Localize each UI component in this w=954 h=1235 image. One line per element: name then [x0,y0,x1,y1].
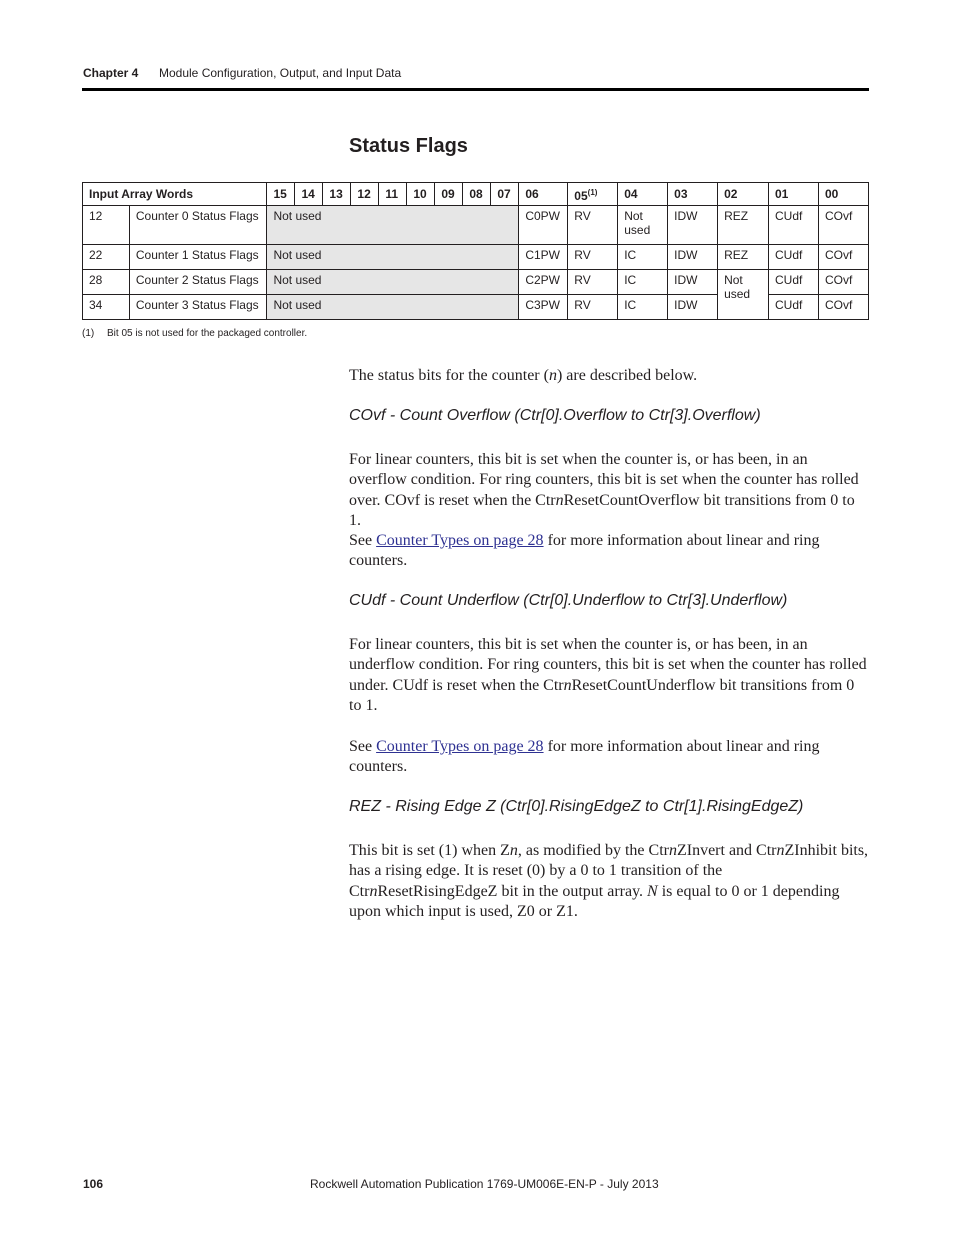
rez-heading: REZ - Rising Edge Z (Ctr[0].RisingEdgeZ to Ctr[1].RisingEdgeZ) [349,798,804,815]
publication-info: Rockwell Automation Publication 1769-UM006E-EN-P - July 2013 [310,1177,659,1191]
bit00-cell: COvf [818,206,868,245]
bit02-cell: REZ [718,206,769,245]
bit00-cell: COvf [818,295,868,320]
bit01-cell: CUdf [769,295,819,320]
table-row [83,270,869,295]
bit05-cell: RV [568,245,618,270]
bit04-cell: IC [618,295,668,320]
word-cell: 12 [83,206,130,245]
header-bit: 15 [267,183,295,206]
bit03-cell: IDW [668,295,718,320]
footnote-number: (1) [82,328,95,339]
name-cell: Counter 3 Status Flags [129,295,267,320]
cudf-paragraph: For linear counters, this bit is set when the counter is, or has been, in an underflow condition. For ring counters, this bit is set when the counter has rolled under. CUdf is reset when the CtrnResetCountUnderflow bit transitions from 0 to 1. [349,636,867,715]
cudf-heading: CUdf - Count Underflow (Ctr[0].Underflow to Ctr[3].Underflow) [349,592,788,609]
page-number: 106 [83,1177,104,1191]
running-header [83,66,402,80]
bit04-cell: Not used [618,206,668,245]
header-bit: 01 [769,183,819,206]
variable-n: n [548,367,557,384]
counter-types-link[interactable]: Counter Types on page 28 [376,738,544,755]
bit01-cell: CUdf [769,206,819,245]
not-used-cell: Not used [267,270,519,295]
header-input-array-words: Input Array Words [83,183,267,206]
header-bit: 10 [407,183,435,206]
header-bit: 09 [435,183,463,206]
bit05-cell: RV [568,206,618,245]
header-bit: 07 [491,183,519,206]
bit06-cell: C2PW [519,270,568,295]
name-cell: Counter 2 Status Flags [129,270,267,295]
bit06-cell: C1PW [519,245,568,270]
rez-paragraph: This bit is set (1) when Zn, as modified by the CtrnZInvert and CtrnZInhibit bits, has a rising edge. It is reset (0) by a 0 to 1 transition of the CtrnResetRisingEdgeZ bit in the output array. N is equal to 0 or 1 depending upon which input is used, Z0 or Z1. [349,842,869,921]
header-bit: 00 [818,183,868,206]
header-bit: 03 [668,183,718,206]
bit01-cell: CUdf [769,270,819,295]
table-header-row [83,183,869,206]
covf-see-paragraph: See Counter Types on page 28 for more information about linear and ring counters. [349,532,820,570]
header-bit: 08 [463,183,491,206]
table-footnote [82,328,307,339]
bit00-cell: COvf [818,270,868,295]
name-cell: Counter 0 Status Flags [129,206,267,245]
bit06-cell: C3PW [519,295,568,320]
table-row [83,206,869,245]
bit06-cell: C0PW [519,206,568,245]
covf-heading: COvf - Count Overflow (Ctr[0].Overflow to Ctr[3].Overflow) [349,407,761,424]
bit05-cell: RV [568,270,618,295]
status-flags-table [82,182,869,320]
not-used-cell: Not used [267,206,519,245]
table-row [83,245,869,270]
header-rule [82,88,869,91]
counter-types-link[interactable]: Counter Types on page 28 [376,532,544,549]
header-bit: 04 [618,183,668,206]
header-bit: 02 [718,183,769,206]
word-cell: 28 [83,270,130,295]
header-bit-05: 05$^{(1)}$ [568,183,618,206]
covf-paragraph: For linear counters, this bit is set when the counter is, or has been, in an overflow condition. For ring counters, this bit is set when the counter has rolled over. COvf is reset when the CtrnResetCountOverflow bit transitions from 0 to 1. [349,451,859,530]
chapter-label: Chapter 4 [83,66,139,80]
bit03-cell: IDW [668,245,718,270]
not-used-cell: Not used [267,245,519,270]
cudf-see-paragraph: See Counter Types on page 28 for more information about linear and ring counters. [349,738,820,776]
header-bit: 12 [351,183,379,206]
word-cell: 34 [83,295,130,320]
footnote-marker: (1) [587,187,598,197]
bit04-cell: IC [618,270,668,295]
header-bit: 14 [295,183,323,206]
word-cell: 22 [83,245,130,270]
not-used-cell: Not used [267,295,519,320]
header-bit: 06 [519,183,568,206]
bit01-cell: CUdf [769,245,819,270]
bit02-cell: Not used [718,270,769,320]
bit03-cell: IDW [668,206,718,245]
bit03-cell: IDW [668,270,718,295]
chapter-title: Module Configuration, Output, and Input Data [159,66,402,80]
header-bit: 11 [379,183,407,206]
name-cell: Counter 1 Status Flags [129,245,267,270]
header-bit: 13 [323,183,351,206]
footnote-text: Bit 05 is not used for the packaged controller. [107,328,308,339]
bit04-cell: IC [618,245,668,270]
section-title: Status Flags [349,135,468,157]
intro-paragraph: The status bits for the counter (n) are described below. [349,367,698,384]
bit00-cell: COvf [818,245,868,270]
bit02-cell: REZ [718,245,769,270]
bit05-cell: RV [568,295,618,320]
